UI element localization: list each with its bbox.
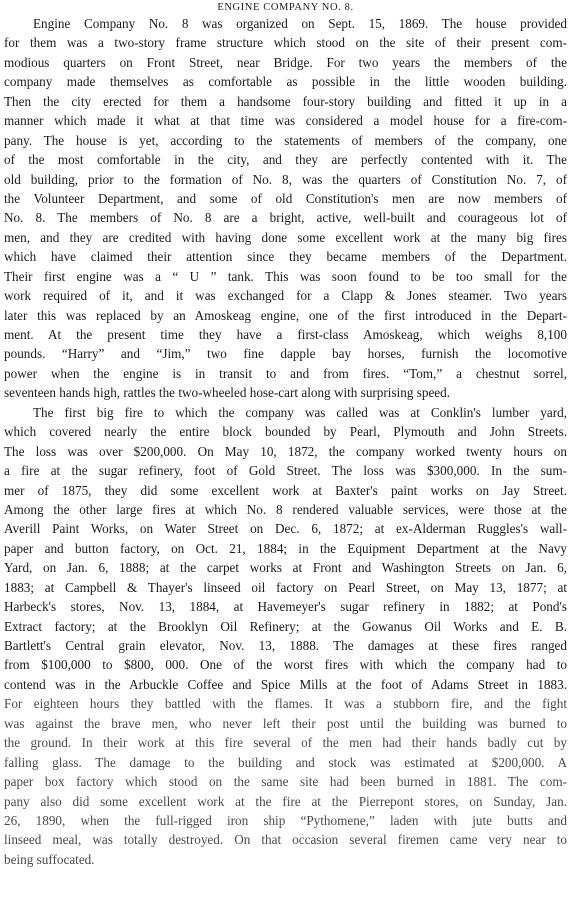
- text-line: Extract factory; at the Brooklyn Oil Refinery; at the Gowanus Oil Works and E. B.: [4, 618, 567, 634]
- text-line: The first big fire to which the company was called was at Conklin's lumber yard,: [33, 404, 567, 420]
- text-line: mer of 1875, they did some excellent work at Baxter's paint works on Jay Street.: [4, 482, 567, 498]
- text-line: pounds. “Harry” and “Jim,” two fine dapple bay horses, furnish the locomotive: [4, 346, 567, 362]
- text-line: company made themselves as comfortable as possible in the little wooden building.: [4, 74, 567, 90]
- text-line: power when the engine is in transit to and from fires. “Tom,” a chestnut sorrel,: [4, 365, 567, 381]
- text-line: Yard, on Jan. 6, 1888; at the carpet works at Front and Washington Streets on Jan. 6,: [4, 560, 567, 576]
- text-line: No. 8. The members of No. 8 are a bright, active, well-built and courageous lot of: [4, 210, 567, 226]
- text-line: men, and they are credited with having done some excellent work at the many big fires: [4, 229, 567, 245]
- text-line: the ground. In their work at this fire several of the men had their hands badly cut by: [4, 735, 567, 751]
- text-line: which covered nearly the entire block bounded by Pearl, Plymouth and John Streets.: [4, 424, 567, 440]
- text-line: For eighteen hours they battled with the flames. It was a stubborn fire, and the fight: [4, 696, 567, 712]
- text-line: pany. The house is yet, according to the statements of members of the company, one: [4, 132, 567, 148]
- text-line: the Volunteer Department, and some of old Constitution's men are now members of: [4, 190, 567, 206]
- text-line: old building, prior to the formation of No. 8, was the quarters of Constitution No. 7, of: [4, 171, 567, 187]
- text-line: Bartlett's Central grain elevator, Nov. 13, 1888. The damages at these fires ranged: [4, 638, 567, 653]
- text-line: which have claimed their attention since they became members of the Department.: [4, 249, 567, 265]
- text-line: paper and button factory, on Oct. 21, 1884; in the Equipment Department at the Navy: [4, 540, 567, 556]
- text-line: Averill Paint Works, on Water Street on Dec. 6, 1872; at ex-Alderman Ruggles's wall-: [4, 521, 567, 537]
- body-text: [4, 14, 567, 869]
- text-line: Then the city erected for them a handsome four-story building and fitted it up in a: [4, 93, 567, 109]
- text-line: linseed meal, was totally destroyed. On that occasion several firemen came very near to: [4, 832, 567, 848]
- text-line: pany also did some excellent work at the fire at the Pierrepont stores, on Sunday, Jan.: [4, 793, 567, 809]
- text-line: manner which made it what at that time was considered a model house for a fire-com-: [4, 113, 567, 129]
- text-line: paper box factory which stood on the same site had been burned in 1881. The com-: [4, 774, 567, 790]
- text-line: contend was in the Arbuckle Coffee and Spice Mills at the foot of Adams Street in 1883.: [4, 676, 567, 692]
- text-line: Among the other large fires at which No. 8 rendered valuable services, were those at the: [4, 501, 567, 517]
- text-line: work required of it, and it was exchanged for a Clapp & Jones steamer. Two years: [4, 288, 567, 304]
- text-line: was against the brave men, who never left their post until the building was burned to: [4, 715, 567, 731]
- text-line: The loss was over $200,000. On May 10, 1872, the company worked twenty hours on: [4, 443, 567, 459]
- text-line: a fire at the sugar refinery, foot of Gold Street. The loss was $300,000. In the sum-: [4, 463, 567, 479]
- text-line: Engine Company No. 8 was organized on Sept. 15, 1869. The house provided: [33, 16, 567, 31]
- text-line: being suffocated.: [4, 851, 95, 867]
- text-line: 26, 1890, when the full-rigged iron ship “Pythomene,” laden with jute butts and: [4, 812, 567, 828]
- text-line: ment. At the present time they have a first-class Amoskeag, which weighs 8,100: [4, 327, 567, 342]
- text-line: seventeen hands high, rattles the two-wheeled hose-cart along with surprising speed.: [4, 385, 451, 401]
- text-line: Harbeck's stores, Nov. 13, 1884, at Havemeyer's sugar refinery in 1882; at Pond's: [4, 599, 567, 615]
- text-line: later this was replaced by an Amoskeag engine, one of the first introduced in the Depart-: [4, 307, 567, 323]
- text-line: of the most comfortable in the city, and they are perfectly contented with it. The: [4, 152, 567, 168]
- text-line: from $100,000 to $800, 000. One of the worst fires with which the company had to: [4, 657, 567, 673]
- page-title: ENGINE COMPANY NO. 8.: [217, 2, 354, 13]
- text-line: for them was a two-story frame structure which stood on the site of their present com-: [4, 35, 567, 51]
- text-line: Their first engine was a “ U ” tank. This was soon found to be too small for the: [4, 268, 567, 284]
- text-line: modious quarters on Front Street, near Bridge. For two years the members of the: [4, 54, 567, 70]
- text-line: 1883; at Campbell & Thayer's linseed oil factory on Pearl Street, on May 13, 1877; at: [4, 579, 567, 595]
- text-line: falling glass. The damage to the building and stock was estimated at $200,000. A: [4, 754, 567, 770]
